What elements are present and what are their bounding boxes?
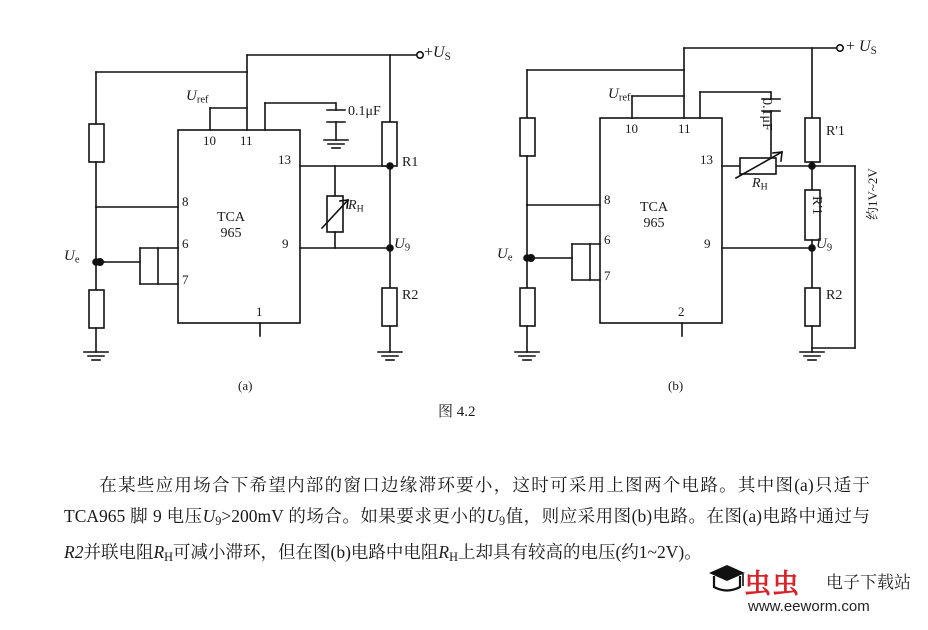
u9-inline-a: U	[202, 506, 216, 526]
graduation-cap-icon	[708, 562, 746, 596]
subcaption-b: (b)	[668, 378, 684, 393]
rh-label-a: $R_H$	[348, 198, 364, 215]
pin-7-a: 7	[182, 272, 189, 287]
pin-11-a: 11	[240, 133, 253, 148]
para-part-4: 并联电阻	[83, 542, 154, 563]
pin-13-a: 13	[278, 152, 291, 167]
chip-name-a-line1: TCA	[217, 210, 245, 225]
u9-label-b: $U_9$	[816, 236, 833, 254]
rh-inline-b-sub: H	[449, 550, 458, 565]
cap-label-b: 0.1μF	[759, 98, 774, 131]
para-part-2: >200mV 的场合。如果要求更小的	[221, 506, 487, 526]
r1-label-a: R1	[402, 155, 419, 170]
pin-11-b: 11	[678, 121, 691, 136]
chip-name-a-line2: 965	[220, 226, 242, 241]
supply-label-b: + $U_S$	[846, 38, 877, 57]
pin-6-a: 6	[182, 236, 189, 251]
pin-9-b: 9	[704, 236, 711, 251]
pin-10-a: 10	[203, 133, 216, 148]
r1-top-label-b: R'1	[826, 124, 845, 139]
pin-2-b: 2	[678, 304, 685, 319]
rh-inline-a: R	[153, 542, 165, 563]
pin-1-a: 1	[256, 304, 263, 319]
watermark-url: www.eeworm.com	[748, 598, 870, 615]
watermark-site-name: 电子下载站	[826, 573, 911, 592]
ue-label-a: $U_e$	[64, 248, 80, 266]
pin-13-b: 13	[700, 152, 713, 167]
cap-label-a: 0.1μF	[348, 104, 381, 119]
rh-label-b: $R_H$	[752, 176, 768, 193]
chip-name-b-line2: 965	[643, 216, 665, 231]
chip-name-a	[217, 210, 245, 242]
pin-6-b: 6	[604, 232, 611, 247]
para-part-5: 可减小滞环，但在图(b)电路中电阻	[173, 542, 439, 563]
r2-label-b: R2	[826, 288, 843, 303]
para-part-3: 值，则应采用图(b)电路。在图(a)电路中通过与	[505, 506, 870, 526]
supply-label-a: $+U_S$	[424, 44, 451, 63]
u9-inline-b-sub: 9	[499, 514, 506, 529]
watermark	[708, 562, 918, 624]
pin-7-b: 7	[604, 268, 611, 283]
rh-inline-b: R	[438, 542, 450, 563]
ue-label-b: $U_e$	[497, 246, 513, 264]
bracket-label-b: 约1V~2V	[865, 168, 880, 220]
pin-8-b: 8	[604, 192, 611, 207]
pin-8-a: 8	[182, 194, 189, 209]
r2-label-a: R2	[402, 288, 419, 303]
uref-label-a: $U_{ref}$	[186, 88, 209, 106]
r1-mid-label-b: R'1	[809, 196, 824, 215]
pin-9-a: 9	[282, 236, 289, 251]
body-paragraph	[64, 470, 870, 573]
uref-label-b: $U_{ref}$	[608, 86, 631, 104]
chip-name-b-line1: TCA	[640, 200, 668, 215]
para-part-1: 在某些应用场合下希望内部的窗口边缘滞环要小，这时可采用上图两个电路。其中图(a)只适于 TCA965 脚 9 电压	[64, 475, 870, 526]
r2-inline: R2	[64, 542, 84, 563]
u9-label-a: $U_9$	[394, 236, 411, 254]
rh-inline-a-sub: H	[164, 550, 174, 565]
subcaption-a: (a)	[238, 378, 253, 393]
u9-inline-b: U	[486, 506, 499, 526]
watermark-brand: 虫虫	[744, 569, 800, 599]
figure-caption: 图 4.2	[438, 404, 476, 420]
pin-10-b: 10	[625, 121, 638, 136]
para-part-6: 上却具有较高的电压(约1~2V)。	[457, 542, 702, 563]
u9-inline-a-sub: 9	[215, 514, 222, 529]
chip-name-b	[640, 200, 668, 232]
